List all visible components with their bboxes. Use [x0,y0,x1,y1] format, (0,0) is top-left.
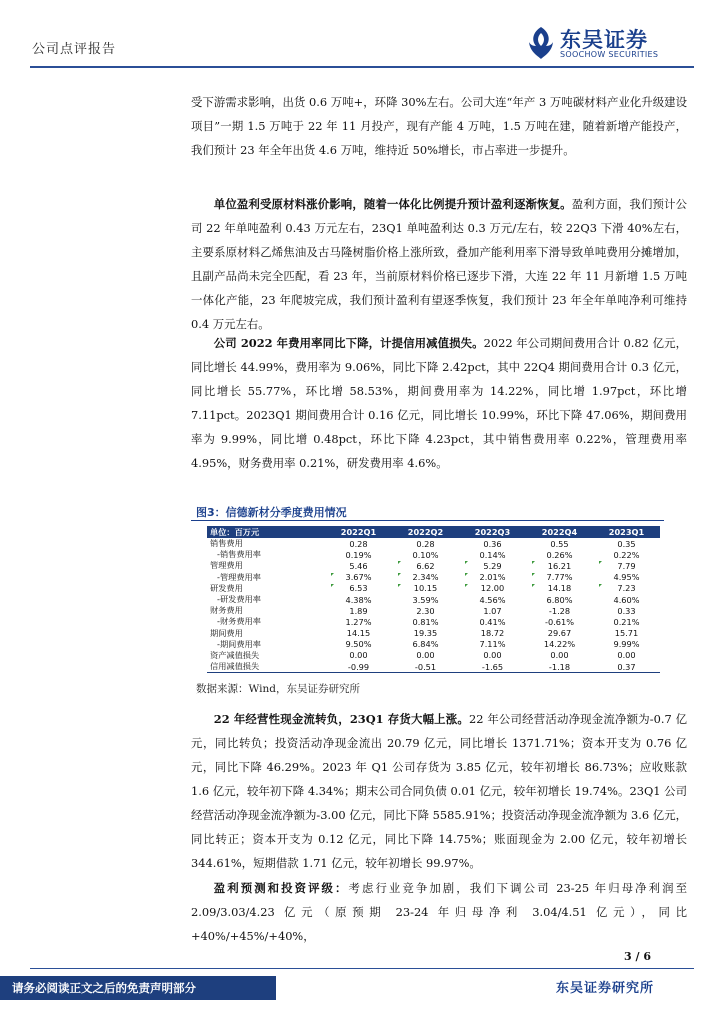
table-cell: -0.99 [325,661,392,673]
table-column-header: 2022Q3 [459,526,526,538]
row-label: -财务费用率 [217,616,261,627]
paragraph-cashflow [191,707,687,875]
row-label: 资产减值损失 [210,649,260,660]
table-unit-header: 单位：百万元 [207,526,325,538]
paragraph-heading: 公司 2022 年费用率同比下降，计提信用减值损失。 [213,336,484,350]
green-indicator-icon [465,573,468,576]
table-cell: -0.51 [392,661,459,673]
table-cell: 0.28 [349,538,368,549]
paragraph-body: 22 年公司经营活动净现金流净额为-0.7 亿元，同比转负；投资活动净现金流出 20.79 亿元，同比增长 1371.71%；资本开支为 0.76 亿元，同比下降 46.29%。2023 年 Q1 公司存货为 3.85 亿元，较年初增长 86.73%；应收账款 1.6 亿元，较年初下降 4.34%；期末公司合同负债 0.01 亿元，较年初增长 19.74%。23Q1 公司经营活动净现金流净额为-3.00 亿元，同比下降 5585.91%；投资活动净现金流净额为 3.6 亿元，同比转正；资本开支为 0.12 亿元，同比下降 14.75%；账面现金为 2.00 亿元，较年初增长 344.61%，短期借款 1.71 亿元，较年初增长 99.97%。 [191,712,687,870]
row-label: -管理费用率 [217,571,261,582]
paragraph-heading: 22 年经营性现金流转负，23Q1 存货大幅上涨。 [213,712,469,726]
table-cell: 0.22% [613,549,640,560]
table-column-header: 2022Q2 [392,526,459,538]
paragraph-heading: 盈利预测和投资评级： [213,881,349,895]
paragraph-shipment: 受下游需求影响，出货 0.6 万吨+，环降 30%左右。公司大连“年产 3 万吨碳材料产业化升级建设项目”一期 1.5 万吨于 22 年 11 月投产，现有产能 4 万吨，1.5 万吨在建，随着新增产能投产，我们预计 23 年全年出货 4.6 万吨，维持近 50%增长，市占率进一步提升。 [191,95,687,157]
green-indicator-icon [331,584,334,587]
page-number: 3 / 6 [624,950,651,963]
table-cell: 4.56% [479,594,506,605]
table-cell: 0.81% [412,616,439,627]
table-cell: 29.67 [547,628,572,639]
row-label: -研发费用率 [217,594,261,605]
table-cell: -1.65 [459,661,526,673]
table-cell: 6.53 [325,583,392,594]
table-cell: 6.80% [546,594,573,605]
row-label: -销售费用率 [217,549,261,560]
green-indicator-icon [532,573,535,576]
table-cell: 9.99% [613,639,640,650]
table-cell: 4.38% [345,594,372,605]
row-label: -期间费用率 [217,638,261,649]
green-indicator-icon [331,573,334,576]
table-cell: 7.11% [479,639,506,650]
table-cell: 6.84% [412,639,439,650]
table-cell: 0.28 [416,538,435,549]
table-cell: -1.28 [548,605,571,616]
footer-divider [30,968,694,969]
figure-divider [191,520,664,521]
table-cell: 9.50% [345,639,372,650]
figure-title: 图3：信德新材分季度费用情况 [196,506,347,519]
table-cell: 3.67% [325,572,392,583]
report-type-label: 公司点评报告 [32,42,117,57]
table-cell: 0.00 [349,650,368,661]
table-row [207,628,660,639]
table-cell: 0.10% [412,549,439,560]
table-header-row [207,526,660,538]
disclaimer-banner: 请务必阅读正文之后的免责声明部分 [0,976,276,1000]
table-cell: 18.72 [480,628,505,639]
row-label: 销售费用 [210,538,243,549]
table-cell: 2.34% [392,572,459,583]
row-label: 期间费用 [210,627,243,638]
table-cell: 7.23 [593,583,660,594]
green-indicator-icon [398,584,401,587]
table-cell: 7.77% [526,572,593,583]
table-row [207,639,660,650]
table-cell: 2.01% [459,572,526,583]
table-row [207,572,660,583]
table-cell: 4.60% [613,594,640,605]
table-cell: 0.41% [479,616,506,627]
table-cell: 14.15 [346,628,371,639]
table-cell: 0.55 [550,538,569,549]
table-cell: -1.18 [526,661,593,673]
figure-source: 数据来源：Wind，东吴证券研究所 [196,683,360,695]
paragraph-heading: 单位盈利受原材料涨价影响，随着一体化比例提升预计盈利逐渐恢复。 [213,197,572,211]
green-indicator-icon [465,561,468,564]
table-cell: 6.62 [392,560,459,571]
table-column-header: 2023Q1 [593,526,660,538]
table-row [207,605,660,616]
table-row [207,594,660,605]
table-cell: 0.36 [483,538,502,549]
table-cell: 0.00 [550,650,569,661]
row-label: 研发费用 [210,582,243,593]
expense-table [207,526,660,673]
brand-name-en: SOOCHOW SECURITIES [560,50,659,59]
table-row [207,616,660,627]
paragraph-expense [191,331,687,475]
paragraph-body: 2022 年公司期间费用合计 0.82 亿元，同比增长 44.99%，费用率为 9.06%，同比下降 2.42pct，其中 22Q4 期间费用合计 0.3 亿元，同比增长 55.77%，环比增 58.53%，期间费用率为 14.22%，同比增 1.97pct，环比增 7.11pct。2023Q1 期间费用合计 0.16 亿元，同比增长 10.99%，环比下降 47.06%，期间费用率为 9.99%，同比增 0.48pct，环比下降 4.23pct，其中销售费用率 0.22%，管理费用率 4.95%，财务费用率 0.21%，研发费用率 4.6%。 [191,336,687,470]
row-label: 信用减值损失 [207,661,325,673]
paragraph-unit-profit [191,192,687,336]
institute-name: 东吴证券研究所 [556,981,655,996]
table-cell: 0.37 [593,661,660,673]
table-row [207,538,660,549]
green-indicator-icon [599,584,602,587]
table-column-header: 2022Q1 [325,526,392,538]
table-cell: 0.00 [416,650,435,661]
table-cell: 0.00 [483,650,502,661]
header-divider [30,66,694,68]
row-label: 管理费用 [210,560,243,571]
table-cell: 0.35 [617,538,636,549]
table-cell: 1.07 [483,605,502,616]
paragraph-forecast [191,876,687,948]
table-cell: 0.26% [546,549,573,560]
table-cell: 3.59% [412,594,439,605]
table-cell: 14.18 [526,583,593,594]
table-cell: 16.21 [526,560,593,571]
brand-name-cn: 东吴证券 [560,28,648,52]
green-indicator-icon [532,584,535,587]
green-indicator-icon [532,561,535,564]
table-cell: 0.33 [617,605,636,616]
table-cell: 15.71 [614,628,639,639]
table-cell: 5.29 [459,560,526,571]
brand-logo [528,24,688,64]
table-cell: 5.46 [349,560,368,571]
table-row [207,549,660,560]
green-indicator-icon [398,561,401,564]
table-cell: 0.00 [617,650,636,661]
table-cell: 0.14% [479,549,506,560]
table-row [207,560,660,571]
table-cell: 2.30 [416,605,435,616]
table-cell: 7.79 [593,560,660,571]
table-cell: 1.27% [345,616,372,627]
table-cell: 0.19% [345,549,372,560]
table-cell: 0.21% [613,616,640,627]
table-column-header: 2022Q4 [526,526,593,538]
green-indicator-icon [465,584,468,587]
table-cell: -0.61% [545,616,574,627]
table-row [207,661,660,673]
table-row [207,583,660,594]
table-cell: 1.89 [349,605,368,616]
green-indicator-icon [398,573,401,576]
row-label: 财务费用 [210,605,243,616]
green-indicator-icon [599,561,602,564]
table-row [207,650,660,661]
soochow-logo-icon [528,26,554,60]
paragraph-body: 考虑行业竞争加剧，我们下调公司 23-25 年归母净利润至 2.09/3.03/4.23 亿元（原预期 23-24 年归母净利 3.04/4.51 亿元），同比+40%/+45%/+40%， [191,881,687,943]
table-cell: 4.95% [613,572,640,583]
table-cell: 14.22% [543,639,576,650]
table-cell: 19.35 [413,628,438,639]
table-cell: 10.15 [392,583,459,594]
paragraph-body: 盈利方面，我们预计公司 22 年单吨盈利 0.43 万元左右，23Q1 单吨盈利达 0.3 万元/左右，较 22Q3 下滑 40%左右，主要系原材料乙烯焦油及古马隆树脂价格上涨所致，叠加产能利用率下滑导致单吨费用分摊增加，且副产品尚未完全匹配，看 23 年，当前原材料价格已逐步下滑，大连 22 年 11 月新增 1.5 万吨一体化产能，23 年爬坡完成，我们预计盈利有望逐季恢复，我们预计 23 年全年单吨净利可维持 0.4 万元左右。 [191,197,687,331]
table-cell: 12.00 [459,583,526,594]
